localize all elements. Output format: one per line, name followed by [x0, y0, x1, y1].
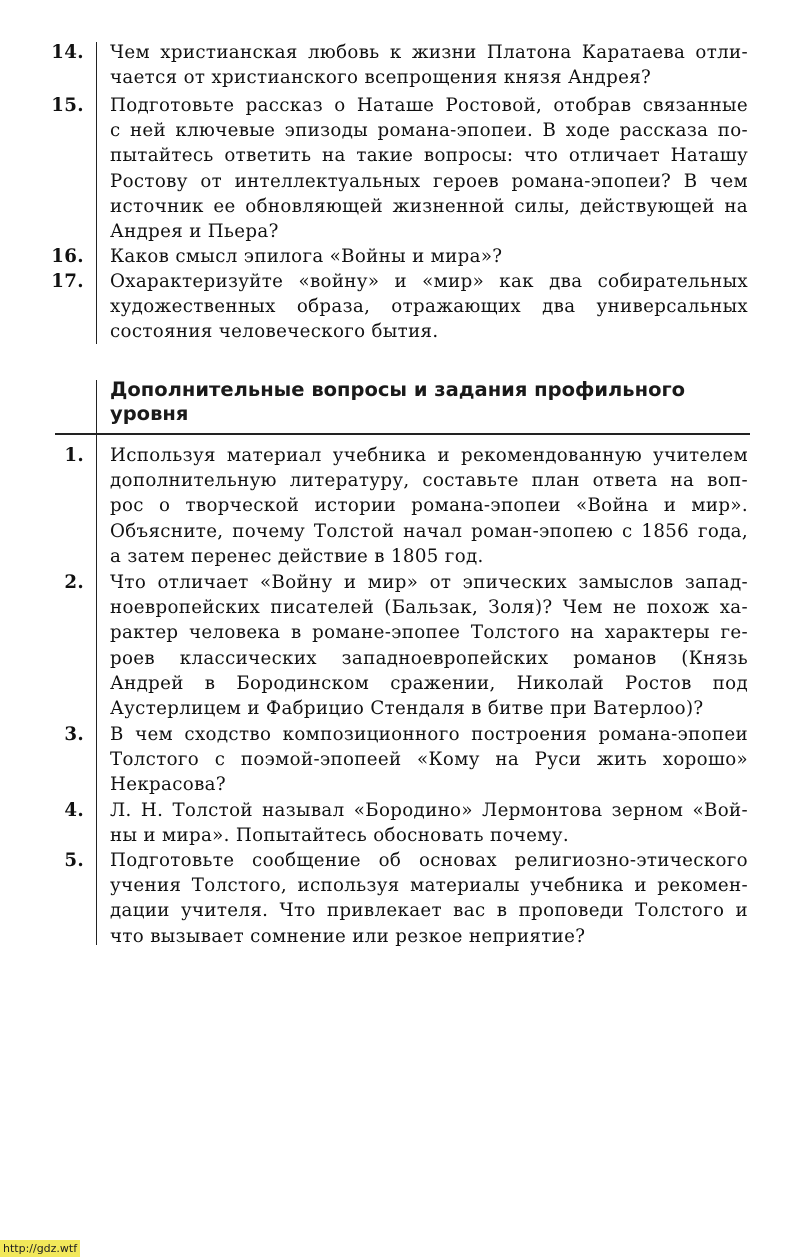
question-number: 4. — [64, 800, 84, 821]
question-line: состояния человеческого бытия. — [110, 321, 439, 343]
question-line: Л. Н. Толстой называл «Бородино» Лермонтова зерном «Вой- — [110, 800, 748, 821]
question-line: учения Толстого, используя материалы учебника и рекомен- — [110, 875, 748, 897]
question-number: 5. — [64, 850, 84, 871]
question-line: художественных образа, отражающих два универсальных — [110, 296, 748, 318]
question-line: Что отличает «Войну и мир» от эпических замыслов запад- — [110, 572, 748, 593]
bottom-margin-rule — [96, 435, 97, 945]
question-line: Объясните, почему Толстой начал роман-эпопею с 1856 года, — [110, 520, 748, 542]
question-text — [110, 93, 748, 244]
question-number: 17. — [51, 271, 84, 292]
question-line: а затем перенес действие в 1805 год. — [110, 545, 484, 567]
question-number: 14. — [51, 42, 84, 63]
question-line: Некрасова? — [110, 774, 226, 796]
question-line: ны и мира». Попытайтесь обосновать почему. — [110, 825, 569, 847]
question-line: Каков смысл эпилога «Войны и мира»? — [110, 246, 503, 267]
question-text — [110, 40, 748, 90]
question-line: Андрей в Бородинском сражении, Николай Ростов под — [110, 672, 748, 694]
question-number: 3. — [64, 724, 84, 745]
question-line: источник ее обновляющей жизненной силы, действующей на — [110, 195, 748, 217]
question-line: Охарактеризуйте «войну» и «мир» как два собирательных — [110, 271, 748, 292]
question-line: пытайтесь ответить на такие вопросы: что отличает Наташу — [110, 145, 748, 167]
question-line: дации учителя. Что привлекает вас в проповеди Толстого и — [110, 900, 748, 922]
question-number: 16. — [51, 246, 84, 267]
question-line: Чем христианская любовь к жизни Платона Каратаева отли- — [110, 42, 748, 63]
section-heading: Дополнительные вопросы и задания профильного уровня — [110, 378, 686, 425]
question-line: Аустерлицем и Фабрицио Стендаля в битве при Ватерлоо)? — [110, 698, 704, 720]
footer-url[interactable]: http://gdz.wtf — [0, 1240, 80, 1257]
question-text — [110, 570, 748, 721]
question-text — [110, 269, 748, 345]
question-number: 2. — [64, 572, 84, 593]
question-line: чается от христианского всепрощения князя Андрея? — [110, 67, 652, 89]
heading-margin-rule — [96, 380, 97, 435]
section-divider — [55, 433, 750, 435]
question-line: Используя материал учебника и рекомендованную учителем — [110, 445, 748, 466]
question-text — [110, 244, 748, 269]
question-line: рактер человека в романе-эпопее Толстого на характеры ге- — [110, 622, 748, 644]
question-line: роев классических западноевропейских романов (Князь — [110, 647, 748, 669]
question-line: Андрея и Пьера? — [110, 221, 279, 243]
question-line: В чем сходство композиционного построения романа-эпопеи — [110, 724, 748, 745]
question-line: что вызывает сомнение или резкое неприятие? — [110, 925, 586, 947]
question-line: Подготовьте рассказ о Наташе Ростовой, отобрав связанные — [110, 95, 748, 116]
question-line: дополнительную литературу, составьте план ответа на воп- — [110, 470, 748, 492]
question-text — [110, 848, 748, 949]
top-margin-rule — [96, 42, 97, 344]
question-number: 1. — [64, 445, 84, 466]
question-line: рос о творческой истории романа-эпопеи «Война и мир». — [110, 495, 748, 517]
question-line: ноевропейских писателей (Бальзак, Золя)? Чем не похож ха- — [110, 597, 748, 619]
question-line: Подготовьте сообщение об основах религиозно-этического — [110, 850, 748, 871]
question-text — [110, 798, 748, 848]
question-text — [110, 722, 748, 798]
question-line: с ней ключевые эпизоды романа-эпопеи. В ходе рассказа по- — [110, 120, 748, 142]
question-text — [110, 443, 748, 569]
question-line: Ростову от интеллектуальных героев романа-эпопеи? В чем — [110, 170, 748, 192]
question-number: 15. — [51, 95, 84, 116]
question-line: Толстого с поэмой-эпопеей «Кому на Руси жить хорошо» — [110, 749, 748, 771]
